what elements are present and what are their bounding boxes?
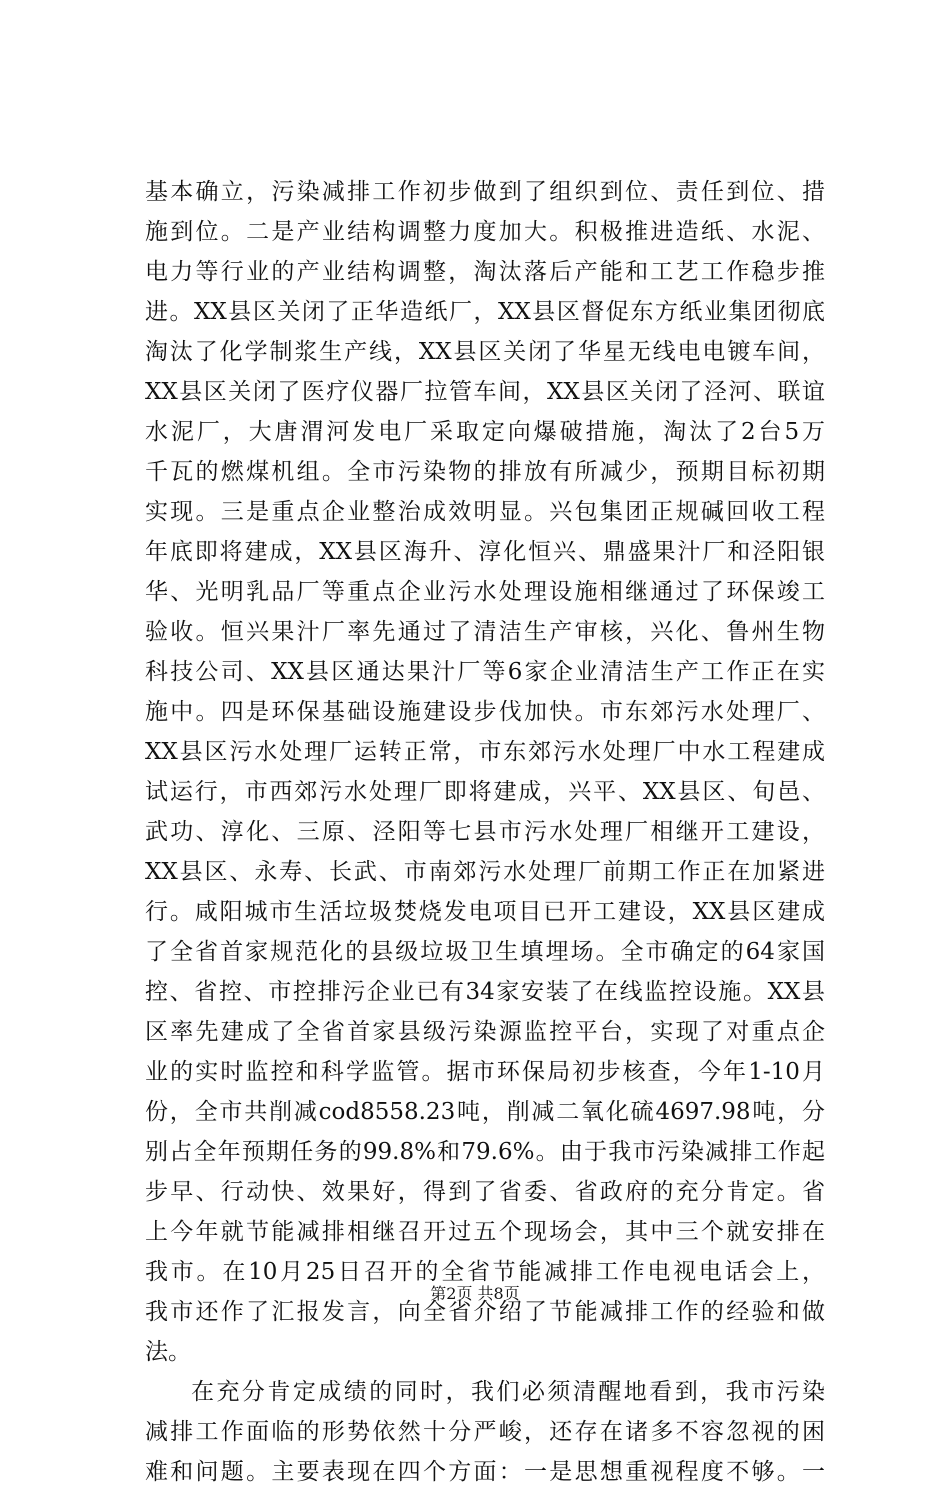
text-line: 千瓦的燃煤机组。全市污染物的排放有所减少，预期目标初期 (145, 459, 825, 485)
text-line: 施到位。二是产业结构调整力度加大。积极推进造纸、水泥、 (145, 219, 825, 245)
text-line: 验收。恒兴果汁厂率先通过了清洁生产审核，兴化、鲁州生物 (145, 619, 825, 645)
text-line: 基本确立，污染减排工作初步做到了组织到位、责任到位、措 (145, 179, 825, 205)
text-line: 淘汰了化学制浆生产线，XX县区关闭了华星无线电电镀车间， (145, 339, 825, 365)
text-line: 区率先建成了全省首家县级污染源监控平台，实现了对重点企 (145, 1019, 825, 1045)
text-line: 电力等行业的产业结构调整，淘汰落后产能和工艺工作稳步推 (145, 259, 825, 285)
text-line: 别占全年预期任务的99.8%和79.6%。由于我市污染减排工作起 (145, 1139, 825, 1165)
text-line: 上今年就节能减排相继召开过五个现场会，其中三个就安排在 (145, 1219, 825, 1245)
text-line: 科技公司、XX县区通达果汁厂等6家企业清洁生产工作正在实 (145, 659, 825, 685)
text-line: XX县区关闭了医疗仪器厂拉管车间，XX县区关闭了泾河、联谊 (145, 379, 825, 405)
text-line: XX县区污水处理厂运转正常，市东郊污水处理厂中水工程建成 (145, 739, 825, 765)
text-line: 水泥厂，大唐渭河发电厂采取定向爆破措施，淘汰了2台5万 (145, 419, 825, 445)
text-line: 难和问题。主要表现在四个方面：一是思想重视程度不够。一 (145, 1459, 825, 1485)
text-line: 我市。在10月25日召开的全省节能减排工作电视电话会上， (145, 1259, 825, 1285)
text-line: 武功、淳化、三原、泾阳等七县市污水处理厂相继开工建设， (145, 819, 825, 845)
text-line: 华、光明乳品厂等重点企业污水处理设施相继通过了环保竣工 (145, 579, 825, 605)
text-line: 我市还作了汇报发言，向全省介绍了节能减排工作的经验和做 (145, 1299, 825, 1325)
text-line: 步早、行动快、效果好，得到了省委、省政府的充分肯定。省 (145, 1179, 825, 1205)
text-line: 份，全市共削减cod8558.23吨，削减二氧化硫4697.98吨，分 (145, 1099, 825, 1125)
page-number-footer: 第2页 共8页 (430, 1284, 520, 1303)
paragraph-1 (145, 172, 825, 1372)
text-line: 控、省控、市控排污企业已有34家安装了在线监控设施。XX县 (145, 979, 825, 1005)
paragraph-2 (145, 1372, 825, 1492)
text-line: 法。 (145, 1339, 191, 1365)
text-line: 行。咸阳城市生活垃圾焚烧发电项目已开工建设，XX县区建成 (145, 899, 825, 925)
text-line: 年底即将建成，XX县区海升、淳化恒兴、鼎盛果汁厂和泾阳银 (145, 539, 825, 565)
text-line: 在充分肯定成绩的同时，我们必须清醒地看到，我市污染 (191, 1379, 825, 1405)
text-line: XX县区、永寿、长武、市南郊污水处理厂前期工作正在加紧进 (145, 859, 825, 885)
text-line: 减排工作面临的形势依然十分严峻，还存在诸多不容忽视的困 (145, 1419, 825, 1445)
text-line: 进。XX县区关闭了正华造纸厂，XX县区督促东方纸业集团彻底 (145, 299, 825, 325)
text-line: 了全省首家规范化的县级垃圾卫生填埋场。全市确定的64家国 (145, 939, 825, 965)
text-line: 实现。三是重点企业整治成效明显。兴包集团正规碱回收工程 (145, 499, 825, 525)
text-line: 施中。四是环保基础设施建设步伐加快。市东郊污水处理厂、 (145, 699, 825, 725)
text-line: 试运行，市西郊污水处理厂即将建成，兴平、XX县区、旬邑、 (145, 779, 825, 805)
text-line: 业的实时监控和科学监管。据市环保局初步核查，今年1-10月 (145, 1059, 825, 1085)
